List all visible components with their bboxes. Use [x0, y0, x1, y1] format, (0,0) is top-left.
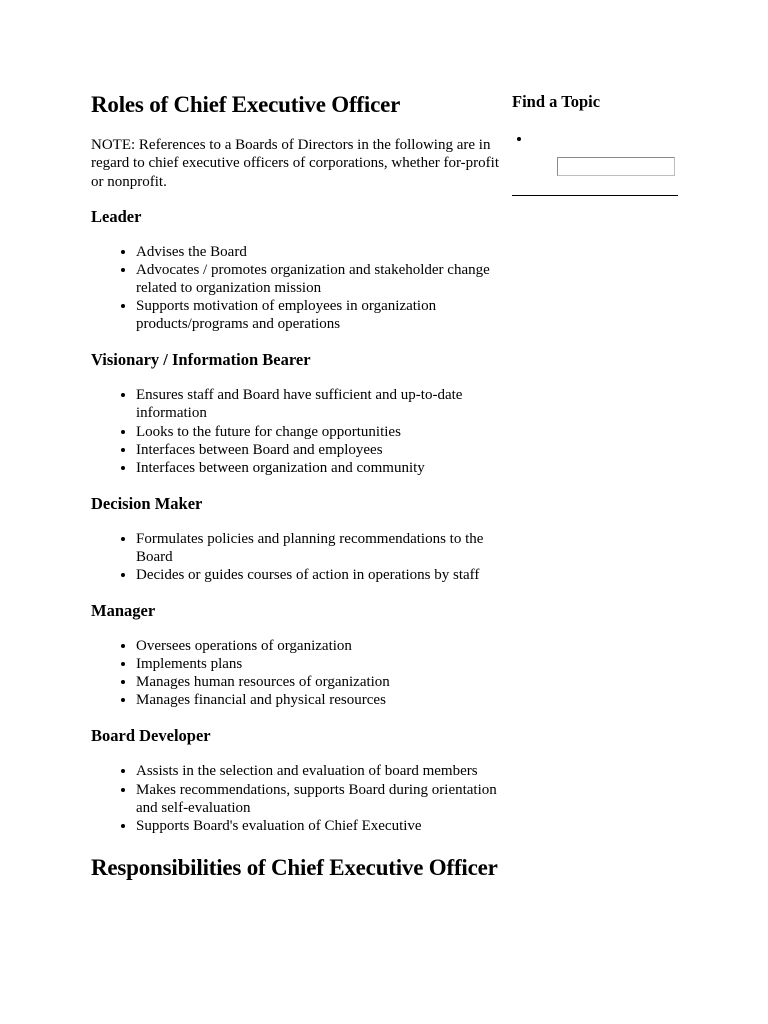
section-list-manager — [91, 637, 506, 709]
list-item: • Makes recommendations, supports Board during orientation and self-evaluation — [136, 781, 506, 817]
list-item: • Supports motivation of employees in organization products/programs and operations — [136, 297, 506, 333]
list-item: • Formulates policies and planning recommendations to the Board — [136, 530, 506, 566]
responsibilities-heading: Responsibilities of Chief Executive Officer — [91, 854, 498, 880]
note-paragraph: NOTE: References to a Boards of Directors in the following are in regard to chief executive officers of corporations, whether for-profit or nonprofit. — [91, 137, 499, 190]
topic-search-input[interactable] — [557, 157, 675, 176]
section-list-visionary — [91, 386, 506, 476]
list-item: • Oversees operations of organization — [136, 637, 506, 655]
sidebar — [512, 92, 678, 196]
list-item: • Interfaces between Board and employees — [136, 441, 506, 459]
list-item: • Ensures staff and Board have sufficient and up-to-date information — [136, 386, 506, 422]
list-item: • Manages financial and physical resources — [136, 691, 506, 709]
list-item: • Looks to the future for change opportunities — [136, 423, 506, 441]
list-item: • Advises the Board — [136, 243, 506, 261]
list-item: • Manages human resources of organization — [136, 673, 506, 691]
list-item: • Advocates / promotes organization and stakeholder change related to organization mission — [136, 261, 506, 297]
section-heading-leader: Leader — [91, 206, 142, 226]
section-heading-manager: Manager — [91, 601, 156, 621]
section-list-decision-maker — [91, 530, 506, 584]
list-item: • Interfaces between organization and community — [136, 459, 506, 477]
list-item: • Assists in the selection and evaluation of board members — [136, 762, 506, 780]
section-list-board-developer — [91, 762, 506, 834]
section-list-leader — [91, 243, 506, 333]
main-content — [91, 88, 506, 885]
section-heading-decision-maker: Decision Maker — [91, 493, 203, 513]
list-item: • Decides or guides courses of action in operations by staff — [136, 566, 506, 584]
sidebar-list — [512, 130, 678, 148]
sidebar-heading: Find a Topic — [512, 92, 601, 111]
section-heading-visionary: Visionary / Information Bearer — [91, 350, 311, 370]
list-item: • Implements plans — [136, 655, 506, 673]
section-heading-board-developer: Board Developer — [91, 726, 211, 746]
sidebar-list-item — [532, 130, 678, 148]
page-title: Roles of Chief Executive Officer — [91, 92, 401, 117]
sidebar-divider — [512, 195, 678, 196]
list-item: • Supports Board's evaluation of Chief Executive — [136, 817, 506, 835]
